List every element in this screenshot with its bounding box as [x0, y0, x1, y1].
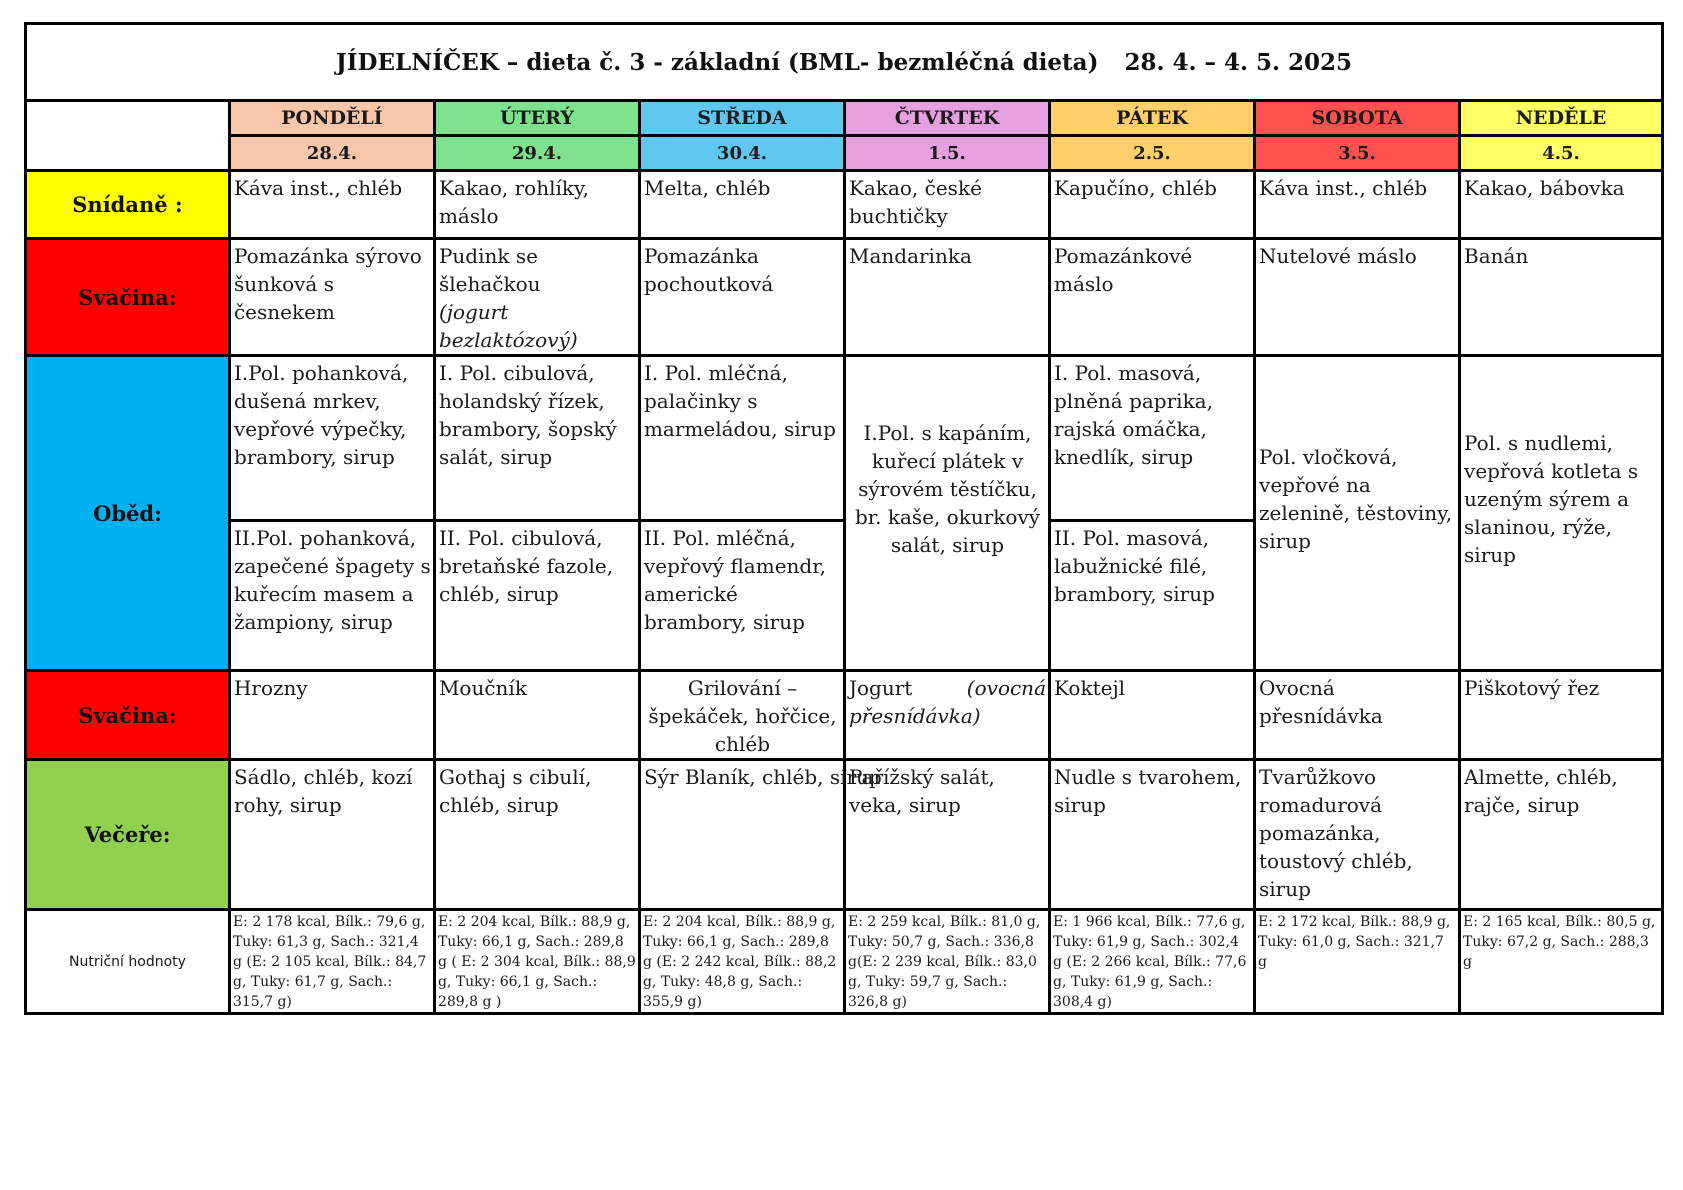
- lunch2-friday: II. Pol. masová, labužnické filé, brambory, sirup: [1050, 521, 1255, 671]
- dinner-tuesday: Gothaj s cibulí, chléb, sirup: [434, 760, 639, 910]
- label-nutrition: Nutriční hodnoty: [26, 910, 230, 1014]
- day-name-sunday: NEDĚLE: [1460, 101, 1663, 136]
- day-date-monday: 28.4.: [229, 136, 434, 171]
- label-breakfast: Snídaně :: [26, 171, 230, 239]
- lunch-saturday: [1255, 356, 1460, 671]
- breakfast-friday: Kapučíno, chléb: [1050, 171, 1255, 239]
- breakfast-thursday: Kakao, české buchtičky: [844, 171, 1049, 239]
- corner-cell: [26, 101, 230, 171]
- day-date-wednesday: 30.4.: [639, 136, 844, 171]
- day-date-saturday: 3.5.: [1255, 136, 1460, 171]
- snack1-sunday: Banán: [1460, 239, 1663, 356]
- lunch2-wednesday: II. Pol. mléčná, vepřový flamendr, americké brambory, sirup: [639, 521, 844, 671]
- snack2-saturday: Ovocná přesnídávka: [1255, 671, 1460, 760]
- day-date-sunday: 4.5.: [1460, 136, 1663, 171]
- snack2-thursday-alt1: (ovocná: [966, 676, 1046, 700]
- snack2-thursday-line: [849, 674, 1046, 702]
- snack2-wednesday: Grilování – špekáček, hořčice, chléb: [639, 671, 844, 760]
- breakfast-wednesday: Melta, chléb: [639, 171, 844, 239]
- nutrition-monday: E: 2 178 kcal, Bílk.: 79,6 g, Tuky: 61,3 g, Sach.: 321,4 g (E: 2 105 kcal, Bílk.: 84,7 g, Tuky: 61,7 g, Sach.: 315,7 g): [229, 910, 434, 1014]
- lunch1-friday: I. Pol. masová, plněná paprika, rajská omáčka, knedlík, sirup: [1050, 356, 1255, 521]
- label-snack-morning: Svačina:: [26, 239, 230, 356]
- snack2-tuesday: Moučník: [434, 671, 639, 760]
- snack1-thursday: Mandarinka: [844, 239, 1049, 356]
- snack2-friday: Koktejl: [1050, 671, 1255, 760]
- label-dinner: Večeře:: [26, 760, 230, 910]
- day-date-tuesday: 29.4.: [434, 136, 639, 171]
- label-snack-afternoon: Svačina:: [26, 671, 230, 760]
- dinner-friday: Nudle s tvarohem, sirup: [1050, 760, 1255, 910]
- day-name-thursday: ČTVRTEK: [844, 101, 1049, 136]
- menu-table: [24, 22, 1664, 1015]
- snack1-wednesday: Pomazánka pochoutková: [639, 239, 844, 356]
- snack1-saturday: Nutelové máslo: [1255, 239, 1460, 356]
- nutrition-thursday: E: 2 259 kcal, Bílk.: 81,0 g, Tuky: 50,7 g, Sach.: 336,8 g(E: 2 239 kcal, Bílk.: 83,0 g, Tuky: 59,7 g, Sach.: 326,8 g): [844, 910, 1049, 1014]
- day-name-monday: PONDĚLÍ: [229, 101, 434, 136]
- breakfast-tuesday: Kakao, rohlíky, máslo: [434, 171, 639, 239]
- dinner-monday: Sádlo, chléb, kozí rohy, sirup: [229, 760, 434, 910]
- breakfast-monday: Káva inst., chléb: [229, 171, 434, 239]
- dinner-wednesday: Sýr Blaník, chléb, sirup: [639, 760, 844, 910]
- nutrition-saturday: E: 2 172 kcal, Bílk.: 88,9 g, Tuky: 61,0 g, Sach.: 321,7 g: [1255, 910, 1460, 1014]
- lunch-sunday-text: Pol. s nudlemi, vepřová kotleta s uzeným sýrem a slaninou, rýže, sirup: [1464, 431, 1639, 567]
- day-name-friday: PÁTEK: [1050, 101, 1255, 136]
- dinner-thursday: Pařížský salát, veka, sirup: [844, 760, 1049, 910]
- label-lunch: Oběd:: [26, 356, 230, 671]
- nutrition-friday: E: 1 966 kcal, Bílk.: 77,6 g, Tuky: 61,9 g, Sach.: 302,4 g (E: 2 266 kcal, Bílk.: 77,6 g, Tuky: 61,9 g, Sach.: 308,4 g): [1050, 910, 1255, 1014]
- day-date-thursday: 1.5.: [844, 136, 1049, 171]
- snack2-thursday: [844, 671, 1049, 760]
- lunch-thursday-text: I.Pol. s kapáním, kuřecí plátek v sýrovém těstíčku, br. kaše, okurkový salát, sirup: [854, 421, 1041, 557]
- menu-title: [26, 24, 1663, 101]
- snack2-thursday-alt2: přesnídávka): [848, 704, 981, 728]
- day-name-tuesday: ÚTERÝ: [434, 101, 639, 136]
- lunch2-monday: II.Pol. pohanková, zapečené špagety s kuřecím masem a žampiony, sirup: [229, 521, 434, 671]
- nutrition-wednesday: E: 2 204 kcal, Bílk.: 88,9 g, Tuky: 66,1 g, Sach.: 289,8 g (E: 2 242 kcal, Bílk.: 88,2 g, Tuky: 48,8 g, Sach.: 355,9 g): [639, 910, 844, 1014]
- snack2-thursday-main: Jogurt: [848, 676, 913, 700]
- menu-title-dates: 28. 4. – 4. 5. 2025: [1124, 48, 1353, 76]
- lunch-saturday-text: Pol. vločková, vepřové na zelenině, těstoviny, sirup: [1259, 445, 1453, 553]
- nutrition-tuesday: E: 2 204 kcal, Bílk.: 88,9 g, Tuky: 66,1 g, Sach.: 289,8 g ( E: 2 304 kcal, Bílk.: 88,9 g, Tuky: 66,1 g, Sach.: 289,8 g ): [434, 910, 639, 1014]
- snack1-tuesday-main: Pudink se šlehačkou: [438, 244, 541, 296]
- nutrition-sunday: E: 2 165 kcal, Bílk.: 80,5 g, Tuky: 67,2 g, Sach.: 288,3 g: [1460, 910, 1663, 1014]
- lunch-sunday: [1460, 356, 1663, 671]
- lunch2-tuesday: II. Pol. cibulová, bretaňské fazole, chléb, sirup: [434, 521, 639, 671]
- snack1-friday: Pomazánkové máslo: [1050, 239, 1255, 356]
- dinner-saturday: Tvarůžkovo romadurová pomazánka, toustový chléb, sirup: [1255, 760, 1460, 910]
- lunch1-monday: I.Pol. pohanková, dušená mrkev, vepřové výpečky, brambory, sirup: [229, 356, 434, 521]
- snack2-sunday: Piškotový řez: [1460, 671, 1663, 760]
- menu-title-text: JÍDELNÍČEK – dieta č. 3 - základní (BML- bezmléčná dieta): [335, 48, 1099, 76]
- snack1-tuesday-alt: (jogurt bezlaktózový): [438, 300, 578, 352]
- dinner-sunday: Almette, chléb, rajče, sirup: [1460, 760, 1663, 910]
- day-name-saturday: SOBOTA: [1255, 101, 1460, 136]
- lunch-thursday: [844, 356, 1049, 671]
- lunch1-wednesday: I. Pol. mléčná, palačinky s marmeládou, sirup: [639, 356, 844, 521]
- breakfast-saturday: Káva inst., chléb: [1255, 171, 1460, 239]
- day-name-wednesday: STŘEDA: [639, 101, 844, 136]
- snack1-tuesday: [434, 239, 639, 356]
- day-date-friday: 2.5.: [1050, 136, 1255, 171]
- snack1-monday: Pomazánka sýrovo šunková s česnekem: [229, 239, 434, 356]
- breakfast-sunday: Kakao, bábovka: [1460, 171, 1663, 239]
- snack2-monday: Hrozny: [229, 671, 434, 760]
- lunch1-tuesday: I. Pol. cibulová, holandský řízek, brambory, šopský salát, sirup: [434, 356, 639, 521]
